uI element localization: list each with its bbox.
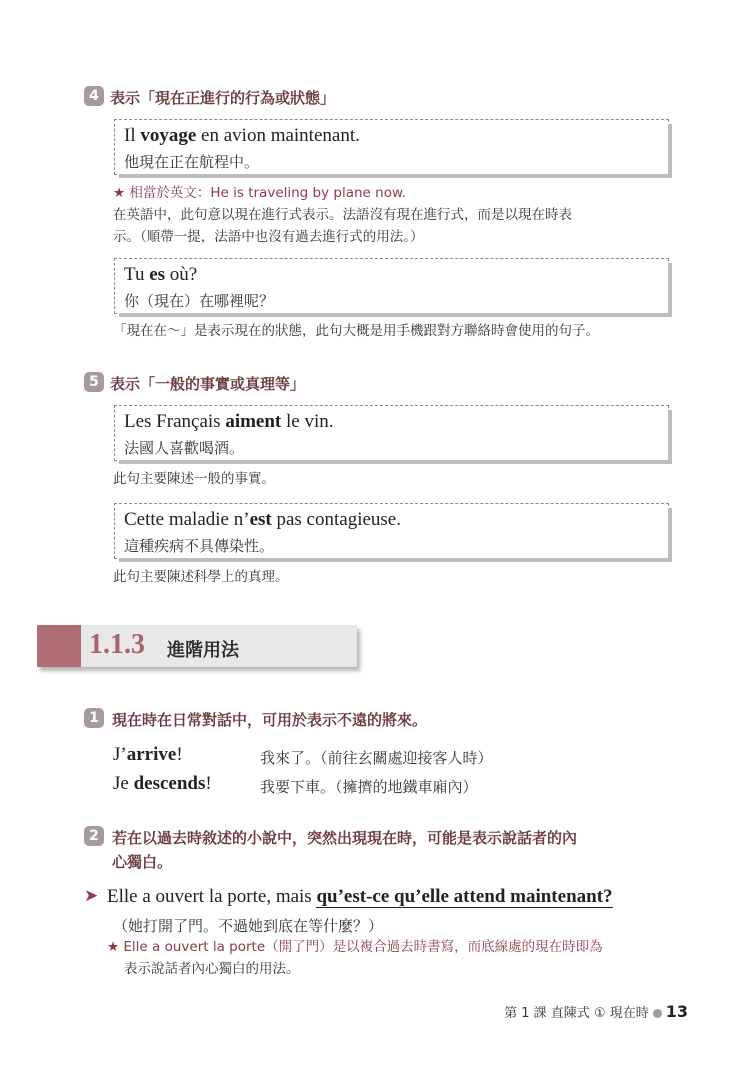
translation: 這種疾病不具傳染性。 [124, 537, 275, 555]
section-number: 1.1.3 [89, 629, 145, 660]
sentence-part: pas contagieuse. [271, 509, 401, 530]
example-box [114, 405, 669, 461]
box-shadow [119, 174, 672, 178]
section-title: 進階用法 [167, 640, 239, 661]
sentence-part: ! [205, 773, 212, 794]
number-badge-4: 4 [84, 86, 104, 106]
section-header [37, 625, 357, 667]
sentence-part: Tu [124, 264, 150, 285]
chapter-label: 第 1 課 直陳式 ① 現在時 [504, 1006, 649, 1021]
section-accent [37, 625, 81, 667]
note-line: 「現在在～」是表示現在的狀態，此句大概是用手機跟對方聯絡時會使用的句子。 [113, 323, 599, 339]
verb-highlight: descends [133, 773, 206, 794]
box-shadow [668, 508, 672, 562]
sentence-part: où? [165, 264, 198, 285]
translation: 他現在正在航程中。 [124, 153, 260, 171]
verb-highlight: est [249, 509, 272, 530]
translation: 我要下車。（擁擠的地鐵車廂內） [260, 778, 478, 796]
underlined-clause: qu’est-ce qu’elle attend maintenant? [316, 886, 613, 907]
note-line: 示。（順帶一提，法語中也沒有過去進行式的用法。） [113, 229, 424, 245]
star-note [113, 182, 406, 204]
box-shadow [668, 263, 672, 317]
french-sentence [124, 125, 360, 147]
example-box [114, 258, 669, 314]
page-footer [504, 1002, 688, 1021]
note-line: 表示說話者內心獨白的用法。 [124, 961, 300, 977]
french-sentence [107, 886, 613, 908]
sentence-part: le vin. [281, 411, 334, 432]
box-shadow [668, 410, 672, 464]
sentence-part: Cette maladie n’ [124, 509, 250, 530]
translation: 我來了。（前往玄關處迎接客人時） [260, 749, 493, 767]
number-badge-1: 1 [84, 708, 104, 728]
box-shadow [119, 558, 672, 562]
page-number: 13 [665, 1002, 688, 1021]
example-box [114, 503, 669, 559]
french-sentence [113, 744, 183, 766]
sentence-part: Il [124, 125, 141, 146]
verb-highlight: arrive [126, 744, 177, 765]
bullet-dot-icon [653, 1009, 662, 1018]
translation: 你（現在）在哪裡呢？ [124, 292, 275, 310]
box-shadow [668, 124, 672, 178]
note-line: 此句主要陳述一般的事實。 [113, 471, 275, 487]
heading-adv-2: 若在以過去時敘述的小說中，突然出現現在時，可能是表示說話者的內 [112, 829, 578, 847]
heading-adv-2-cont: 心獨白。 [112, 853, 173, 871]
french-sentence [124, 264, 197, 286]
heading-adv-1: 現在時在日常對話中，可用於表示不遠的將來。 [112, 711, 428, 729]
french-sentence [124, 411, 334, 433]
translation: 法國人喜歡喝酒。 [124, 439, 245, 457]
arrow-icon: ➤ [84, 886, 99, 906]
heading-5: 表示「一般的事實或真理等」 [110, 375, 306, 393]
sentence-part: Elle a ouvert la porte, mais [107, 886, 317, 907]
translation: （她打開了門。不過她到底在等什麼？） [113, 917, 384, 935]
note-line: 在英語中，此句意以現在進行式表示。法語沒有現在進行式，而是以現在時表 [113, 207, 572, 223]
star-note-text: ★ 相當於英文：He is traveling by plane now. [113, 185, 407, 201]
star-note [107, 936, 603, 958]
verb-highlight: aiment [225, 411, 282, 432]
sentence-part: ! [176, 744, 183, 765]
sentence-part: en avion maintenant. [196, 125, 360, 146]
french-sentence [113, 773, 212, 795]
note-line: 此句主要陳述科學上的真理。 [113, 569, 289, 585]
box-shadow [119, 313, 672, 317]
number-badge-5: 5 [84, 372, 104, 392]
sentence-part: J’ [113, 744, 127, 765]
sentence-part: Je [113, 773, 134, 794]
french-sentence [124, 509, 401, 531]
box-shadow [119, 460, 672, 464]
sentence-part: Les Français [124, 411, 226, 432]
star-note-text: ★ Elle a ouvert la porte（開了門）是以複合過去時書寫，而底線處的現在時即為 [107, 939, 603, 955]
number-badge-2: 2 [84, 826, 104, 846]
verb-highlight: es [149, 264, 166, 285]
verb-highlight: voyage [140, 125, 197, 146]
example-box [114, 119, 669, 175]
heading-4: 表示「現在正進行的行為或狀態」 [110, 89, 336, 107]
